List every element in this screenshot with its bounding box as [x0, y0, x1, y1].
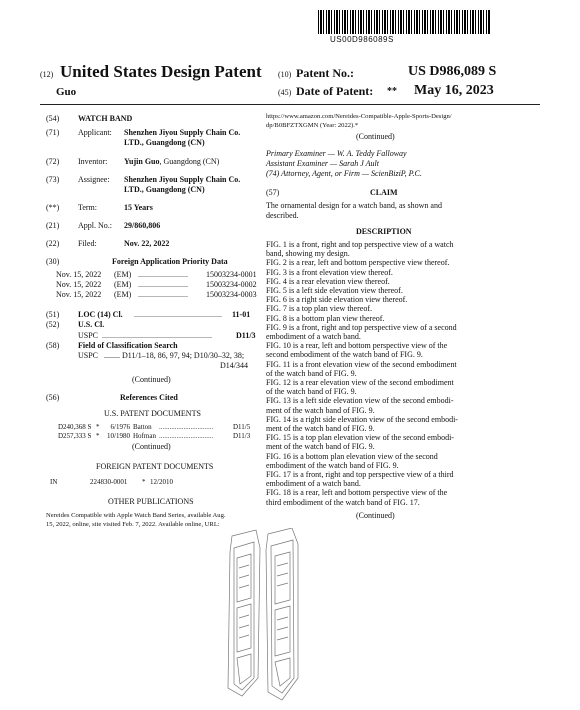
- header-code-12: (12): [40, 70, 54, 79]
- description-line: FIG. 2 is a rear, left and bottom perspective view thereof.: [266, 258, 450, 268]
- us-doc-star: *: [96, 432, 100, 440]
- description-line: of the watch band of FIG. 9.: [266, 368, 357, 378]
- assignee-label: Assignee:: [78, 175, 110, 184]
- claim-line2: described.: [266, 211, 299, 220]
- field-code-22: (22): [46, 239, 60, 248]
- foreign-doc-number: 224830-0001: [90, 478, 128, 486]
- field-code-71: (71): [46, 128, 60, 137]
- loc-label: LOC (14) Cl.: [78, 310, 123, 319]
- description-line: band, showing my design.: [266, 249, 350, 259]
- date-marker: **: [387, 86, 397, 97]
- foreign-docs-title: FOREIGN PATENT DOCUMENTS: [96, 462, 214, 471]
- continued-1: (Continued): [132, 375, 171, 384]
- foreign-doc-date: 12/2010: [150, 478, 173, 486]
- patent-no-label: Patent No.:: [296, 66, 354, 80]
- patent-title: United States Design Patent: [60, 62, 262, 81]
- classification-sub: USPC: [78, 351, 99, 360]
- barcode-text: US00D986089S: [330, 35, 394, 44]
- description-line: ment of the watch band of FIG. 9.: [266, 405, 375, 415]
- description-line: FIG. 1 is a front, right and top perspective view of a watch: [266, 240, 454, 249]
- filed-value: Nov. 22, 2022: [124, 239, 170, 248]
- inventor-place: , Guangdong (CN): [159, 157, 220, 166]
- description-line: FIG. 5 is a left side elevation view thereof.: [266, 286, 403, 296]
- field-code-52: (52): [46, 320, 60, 329]
- field-code-73: (73): [46, 175, 60, 184]
- claim-title: CLAIM: [370, 188, 398, 197]
- priority-date: Nov. 15, 2022: [56, 280, 102, 289]
- priority-list: [56, 270, 262, 300]
- field-code-56: (56): [46, 393, 60, 402]
- description-line: ment of the watch band of FIG. 9.: [266, 442, 375, 452]
- classification-value2: D14/344: [220, 361, 248, 370]
- classification-leader: ........: [104, 351, 120, 360]
- field-code-term: (**): [46, 203, 60, 212]
- description-line: FIG. 15 is a top plan elevation view of the second embodi-: [266, 433, 454, 443]
- references-title: References Cited: [120, 393, 178, 402]
- assistant-examiner: Assistant Examiner — Sarah J Ault: [266, 159, 379, 168]
- us-doc-name: Batton: [133, 423, 152, 431]
- continued-2: (Continued): [132, 442, 171, 451]
- url-line2: dp/B0BFZTXGMN (Year: 2022).*: [266, 122, 359, 129]
- us-docs-list: [58, 423, 264, 441]
- description-line: FIG. 14 is a right side elevation view of the second embodi-: [266, 414, 458, 424]
- description-title: DESCRIPTION: [356, 227, 412, 236]
- us-doc-date: 6/1976: [110, 423, 130, 431]
- description-line: FIG. 3 is a front elevation view thereof.: [266, 267, 393, 277]
- claim-line1: The ornamental design for a watch band, as shown and: [266, 201, 442, 210]
- attorney: (74) Attorney, Agent, or Firm — ScienBiziP, P.C.: [266, 169, 422, 178]
- inventor-label: Inventor:: [78, 157, 108, 166]
- priority-row: [56, 290, 262, 300]
- priority-leader: .........................: [138, 290, 188, 299]
- foreign-doc-star: *: [142, 478, 146, 486]
- description-line: ment of the watch band of FIG. 9.: [266, 424, 375, 434]
- description-line: FIG. 11 is a front elevation view of the second embodiment: [266, 359, 457, 369]
- us-doc-star: *: [96, 423, 100, 431]
- us-cl-label: U.S. Cl.: [78, 320, 105, 329]
- foreign-doc-country: IN: [50, 478, 58, 486]
- filed-label: Filed:: [78, 239, 97, 248]
- priority-number: 15003234-0002: [206, 280, 257, 289]
- primary-examiner: Primary Examiner — W. A. Teddy Falloway: [266, 149, 407, 158]
- description-line: FIG. 12 is a rear elevation view of the second embodiment: [266, 378, 454, 388]
- loc-leader: ............................................: [134, 310, 222, 319]
- loc-value: 11-01: [232, 310, 251, 319]
- other-pubs-title: OTHER PUBLICATIONS: [108, 497, 194, 506]
- continued-right: (Continued): [356, 132, 395, 141]
- claim-code: (57): [266, 188, 280, 197]
- field-code-72: (72): [46, 157, 60, 166]
- barcode-image: [318, 10, 490, 34]
- priority-row: [56, 270, 262, 280]
- appl-no-label: Appl. No.:: [78, 221, 112, 230]
- applicant-line2: LTD., Guangdong (CN): [124, 138, 205, 147]
- description-line: second embodiment of the watch band of FIG. 9.: [266, 350, 423, 360]
- description-line: FIG. 17 is a front, right and top perspective view of a third: [266, 470, 454, 480]
- patent-date: May 16, 2023: [414, 83, 494, 98]
- priority-office: (EM): [114, 270, 132, 279]
- field-code-51: (51): [46, 310, 60, 319]
- priority-office: (EM): [114, 290, 132, 299]
- assignee-line1: Shenzhen Jiyou Supply Chain Co.: [124, 175, 241, 184]
- header-rule: [40, 104, 540, 105]
- priority-date: Nov. 15, 2022: [56, 270, 102, 279]
- priority-number: 15003234-0001: [206, 270, 257, 279]
- assignee-line2: LTD., Guangdong (CN): [124, 185, 205, 194]
- foreign-docs-list: [50, 478, 256, 487]
- classification-value1: D11/1–18, 86, 97, 94; D10/30–32, 38;: [122, 351, 245, 360]
- priority-leader: .........................: [138, 280, 188, 289]
- inventor-surname: Guo: [56, 86, 77, 98]
- description-line: FIG. 9 is a front, right and top perspective view of a second: [266, 322, 457, 332]
- description-line: FIG. 13 is a left side elevation view of the second embodi-: [266, 396, 454, 406]
- field-code-54: (54): [46, 114, 60, 123]
- priority-title: Foreign Application Priority Data: [112, 257, 228, 266]
- field-code-21: (21): [46, 221, 60, 230]
- priority-office: (EM): [114, 280, 132, 289]
- watch-band-drawing: [222, 528, 312, 703]
- us-doc-row: [58, 423, 264, 432]
- us-doc-name: Hofman: [133, 432, 156, 440]
- priority-date: Nov. 15, 2022: [56, 290, 102, 299]
- uspc-label: USPC: [78, 331, 99, 340]
- applicant-label: Applicant:: [78, 128, 112, 137]
- term-label: Term:: [78, 203, 97, 212]
- description-line: embodiment of a watch band.: [266, 332, 361, 342]
- uspc-value: D11/3: [236, 331, 256, 340]
- priority-row: [56, 280, 262, 290]
- description-line: FIG. 10 is a rear, left and bottom perspective view of the: [266, 341, 448, 351]
- description-line: FIG. 6 is a right side elevation view thereof.: [266, 295, 408, 305]
- patent-number: US D986,089 S: [408, 64, 497, 79]
- description-line: FIG. 18 is a rear, left and bottom perspective view of the: [266, 488, 448, 498]
- us-doc-number: D257,333 S: [58, 432, 92, 440]
- us-doc-date: 10/1980: [107, 432, 130, 440]
- description-line: FIG. 16 is a bottom plan elevation view of the second: [266, 451, 438, 461]
- other-pubs-line2: 15, 2022, online, site visited Feb. 7, 2022. Available online, URL:: [46, 521, 220, 528]
- foreign-doc-row: [50, 478, 256, 487]
- description-line: FIG. 4 is a rear elevation view thereof.: [266, 276, 390, 286]
- us-docs-title: U.S. PATENT DOCUMENTS: [104, 409, 201, 418]
- title-value: WATCH BAND: [78, 114, 133, 123]
- field-code-30: (30): [46, 257, 60, 266]
- date-label: Date of Patent:: [296, 84, 374, 98]
- uspc-leader: .......................................................: [102, 331, 212, 340]
- header-code-10: (10): [278, 70, 292, 79]
- field-code-58: (58): [46, 341, 60, 350]
- description-line: FIG. 8 is a bottom plan view thereof.: [266, 313, 385, 323]
- other-pubs-line1: Nereides Compatible with Apple Watch Band Series, available Aug.: [46, 512, 226, 519]
- url-line1: https://www.amazon.com/Nereides-Compatible-Apple-Sports-Design/: [266, 113, 452, 120]
- us-doc-class: D11/3: [233, 432, 251, 440]
- classification-label: Field of Classification Search: [78, 341, 178, 350]
- us-doc-number: D240,368 S: [58, 423, 92, 431]
- priority-number: 15003234-0003: [206, 290, 257, 299]
- appl-no-value: 29/860,806: [124, 221, 161, 230]
- description-body: [266, 240, 542, 507]
- description-line: embodiment of the watch band of FIG. 9.: [266, 460, 399, 470]
- description-line: third embodiment of the watch band of FIG. 17.: [266, 497, 420, 507]
- us-doc-class: D11/5: [233, 423, 251, 431]
- term-value: 15 Years: [124, 203, 153, 212]
- description-line: of the watch band of FIG. 9.: [266, 387, 357, 397]
- continued-end: (Continued): [356, 511, 395, 520]
- priority-leader: .........................: [138, 270, 188, 279]
- description-line: embodiment of a watch band.: [266, 479, 361, 489]
- inventor-name: Yujin Guo: [124, 157, 160, 166]
- description-line: FIG. 7 is a top plan view thereof.: [266, 304, 372, 314]
- applicant-line1: Shenzhen Jiyou Supply Chain Co.: [124, 128, 241, 137]
- us-doc-leader: ...............................: [159, 423, 214, 431]
- header-code-45: (45): [278, 88, 292, 97]
- us-doc-row: [58, 432, 264, 441]
- us-doc-leader: ...............................: [159, 432, 214, 440]
